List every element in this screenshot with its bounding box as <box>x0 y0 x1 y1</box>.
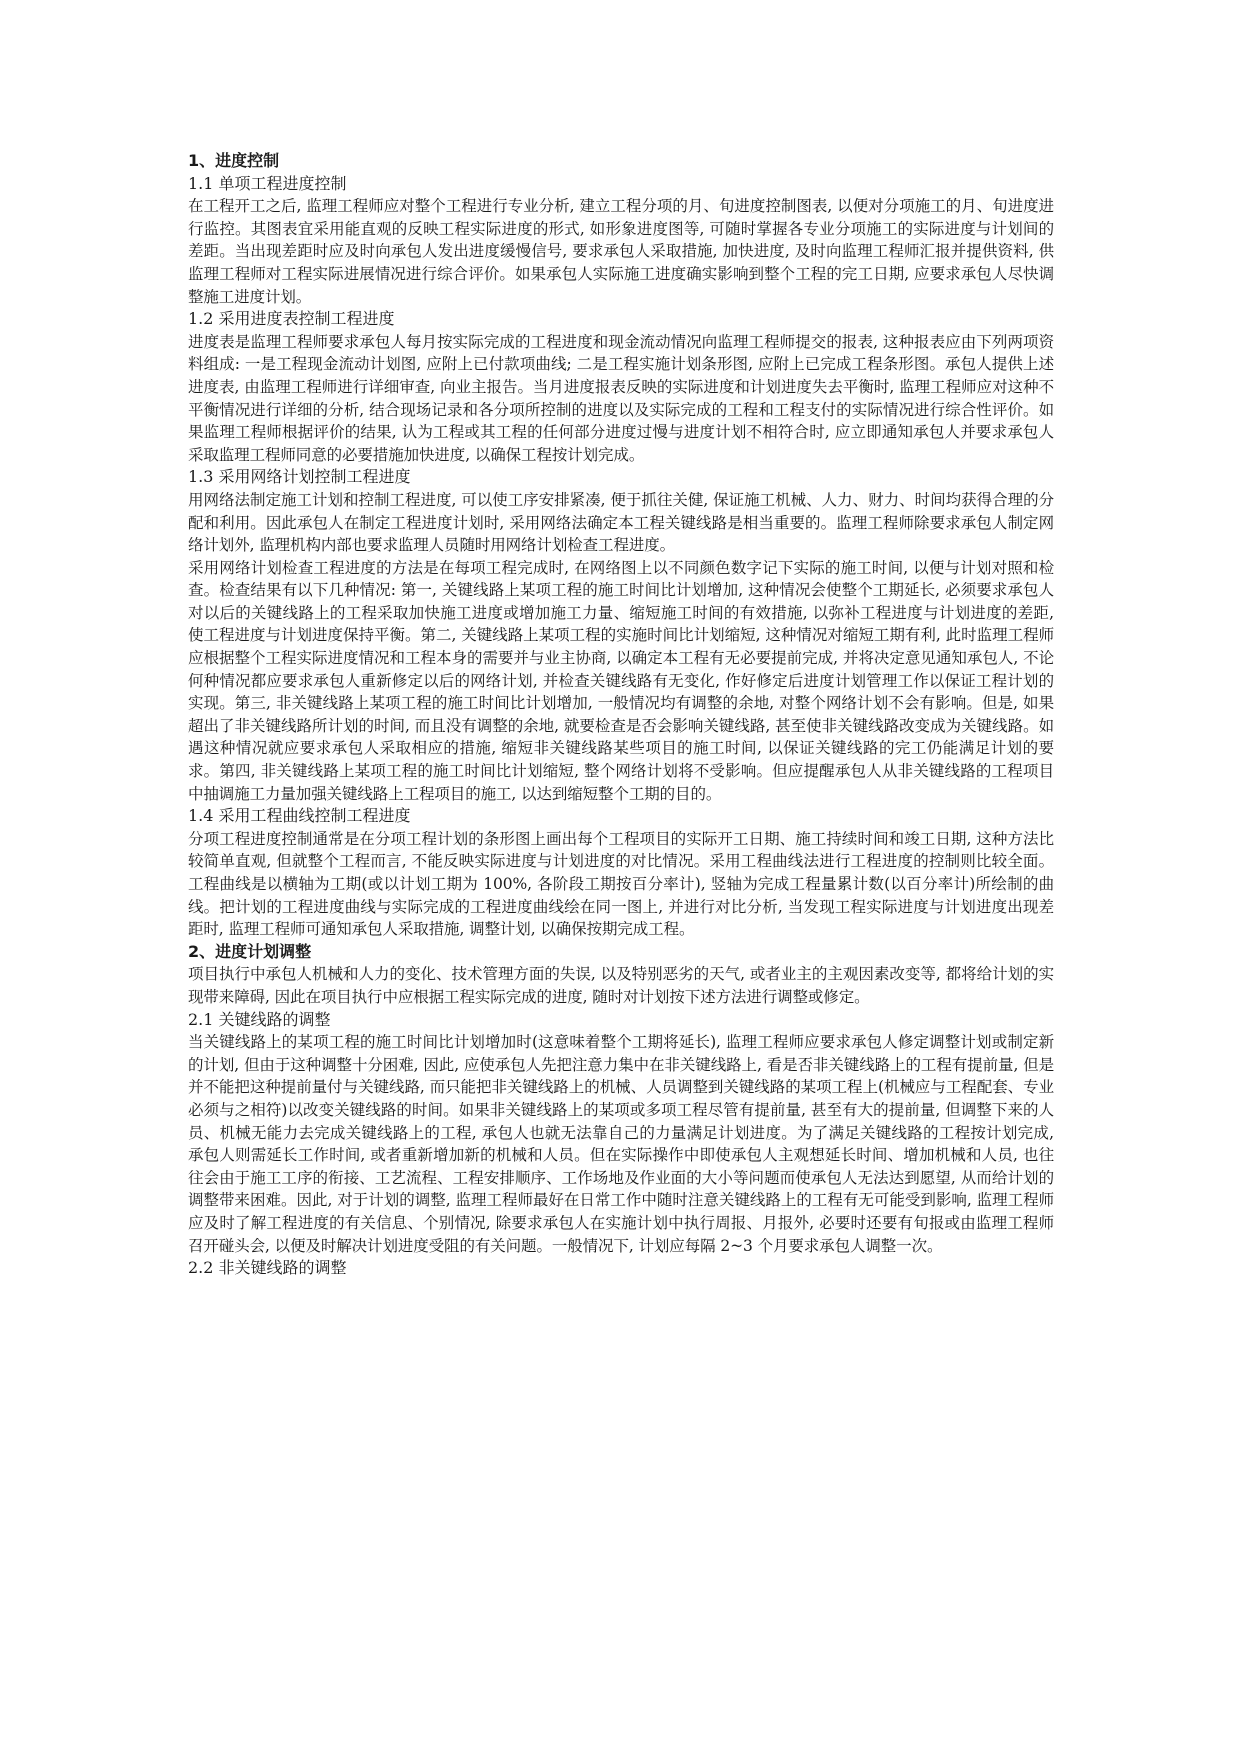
paragraph: 采用网络计划检查工程进度的方法是在每项工程完成时, 在网络图上以不同颜色数字记下实际的施工时间, 以便与计划对照和检查。检查结果有以下几种情况: 第一, 关键线路上某项工程的施工时间比计划增加, 这种情况会使整个工期延长, 必须要求承包人对以后的关键线路上的工程采取加快施工进度或增加施工力量、缩短施工时间的有效措施, 以弥补工程进度与计划进度的差距, 使工程进度与计划进度保持平衡。第二, 关键线路上某项工程的实施时间比计划缩短, 这种情况对缩短工期有利, 此时监理工程师应根据整个工程实际进度情况和工程本身的需要并与业主协商, 以确定本工程有无必要提前完成, 并将决定意见通知承包人, 不论何种情况都应要求承包人重新修定以后的网络计划, 并检查关键线路有无变化, 作好修定后进度计划管理工作以保证工程计划的实现。第三, 非关键线路上某项工程的施工时间比计划增加, 一般情况均有调整的余地, 对整个网络计划不会有影响。但是, 如果超出了非关键线路所计划的时间, 而且没有调整的余地, 就要检查是否会影响关键线路, 甚至使非关键线路改变成为关键线路。如遇这种情况就应要求承包人采取相应的措施, 缩短非关键线路某些项目的施工时间, 以保证关键线路的完工仍能满足计划的要求。第四, 非关键线路上某项工程的施工时间比计划缩短, 整个网络计划将不受影响。但应提醒承包人从非关键线路的工程项目中抽调施工力量加强关键线路上工程项目的施工, 以达到缩短整个工期的目的。 <box>188 558 1054 803</box>
subsection-heading: 1.3 采用网络计划控制工程进度 <box>188 467 411 487</box>
subsection-heading: 2.2 非关键线路的调整 <box>188 1258 347 1278</box>
subsection-heading: 1.4 采用工程曲线控制工程进度 <box>188 806 411 826</box>
paragraph: 进度表是监理工程师要求承包人每月按实际完成的工程进度和现金流动情况向监理工程师提交的报表, 这种报表应由下列两项资料组成: 一是工程现金流动计划图, 应附上已付款项曲线; 二是工程实施计划条形图, 应附上已完成工程条形图。承包人提供上述进度表, 由监理工程师进行详细审查, 向业主报告。当月进度报表反映的实际进度和计划进度失去平衡时, 监理工程师应对这种不平衡情况进行详细的分析, 结合现场记录和各分项所控制的进度以及实际完成的工程和工程支付的实际情况进行综合性评价。如果监理工程师根据评价的结果, 认为工程或其工程的任何部分进度过慢与进度计划不相符合时, 应立即通知承包人并要求承包人采取监理工程师同意的必要措施加快进度, 以确保工程按计划完成。 <box>188 332 1054 464</box>
subsection-heading: 1.2 采用进度表控制工程进度 <box>188 309 395 329</box>
section-heading: 1、进度控制 <box>188 151 280 170</box>
section-2 <box>188 941 1054 1280</box>
paragraph: 项目执行中承包人机械和人力的变化、技术管理方面的失误, 以及特别恶劣的天气, 或者业主的主观因素改变等, 都将给计划的实现带来障碍, 因此在项目执行中应根据工程实际完成的进度, 随时对计划按下述方法进行调整或修定。 <box>188 965 1054 1006</box>
paragraph: 分项工程进度控制通常是在分项工程计划的条形图上画出每个工程项目的实际开工日期、施工持续时间和竣工日期, 这种方法比较简单直观, 但就整个工程而言, 不能反映实际进度与计划进度的对比情况。采用工程曲线法进行工程进度的控制则比较全面。工程曲线是以横轴为工期(或以计划工期为 100%, 各阶段工期按百分率计), 竖轴为完成工程量累计数(以百分率计)所绘制的曲线。把计划的工程进度曲线与实际完成的工程进度曲线绘在同一图上, 并进行对比分析, 当发现工程实际进度与计划进度出现差距时, 监理工程师可通知承包人采取措施, 调整计划, 以确保按期完成工程。 <box>188 829 1054 939</box>
section-heading: 2、进度计划调整 <box>188 941 312 961</box>
subsection-heading: 1.1 单项工程进度控制 <box>188 173 347 193</box>
paragraph: 当关键线路上的某项工程的施工时间比计划增加时(这意味着整个工期将延长), 监理工程师应要求承包人修定调整计划或制定新的计划, 但由于这种调整十分困难, 因此, 应使承包人先把注意力集中在非关键线路上, 看是否非关键线路上的工程有提前量, 但是并不能把这种提前量付与关键线路, 而只能把非关键线路上的机械、人员调整到关键线路的某项工程上(机械应与工程配套、专业必须与之相符)以改变关键线路的时间。如果非关键线路上的某项或多项工程尽管有提前量, 甚至有大的提前量, 但调整下来的人员、机械无能力去完成关键线路上的工程, 承包人也就无法靠自己的力量满足计划进度。为了满足关键线路的工程按计划完成, 承包人则需延长工作时间, 或者重新增加新的机械和人员。但在实际操作中即使承包人主观想延长时间、增加机械和人员, 也往往会由于施工工序的衔接、工艺流程、工程安排顺序、工作场地及作业面的大小等问题而使承包人无法达到愿望, 从而给计划的调整带来困难。因此, 对于计划的调整, 监理工程师最好在日常工作中随时注意关键线路上的工程有无可能受到影响, 监理工程师应及时了解工程进度的有关信息、个别情况, 除要求承包人在实施计划中执行周报、月报外, 必要时还要有旬报或由监理工程师召开碰头会, 以便及时解决计划进度受阻的有关问题。一般情况下, 计划应每隔 2~3 个月要求承包人调整一次。 <box>188 1033 1054 1255</box>
subsection-heading: 2.1 关键线路的调整 <box>188 1009 331 1029</box>
paragraph: 在工程开工之后, 监理工程师应对整个工程进行专业分析, 建立工程分项的月、旬进度控制图表, 以便对分项施工的月、旬进度进行监控。其图表宜采用能直观的反映工程实际进度的形式, 如形象进度图等, 可随时掌握各专业分项施工的实际进度与计划间的差距。当出现差距时应及时向承包人发出进度缓慢信号, 要求承包人采取措施, 加快进度, 及时向监理工程师汇报并提供资料, 供监理工程师对工程实际进展情况进行综合评价。如果承包人实际施工进度确实影响到整个工程的完工日期, 应要求承包人尽快调整施工进度计划。 <box>188 197 1054 306</box>
section-1 <box>188 150 1054 941</box>
document-page <box>188 150 1054 1280</box>
paragraph: 用网络法制定施工计划和控制工程进度, 可以使工序安排紧凑, 便于抓往关健, 保证施工机械、人力、财力、时间均获得合理的分配和利用。因此承包人在制定工程进度计划时, 采用网络法确定本工程关键线路是相当重要的。监理工程师除要求承包人制定网络计划外, 监理机构内部也要求监理人员随时用网络计划检查工程进度。 <box>188 490 1054 555</box>
